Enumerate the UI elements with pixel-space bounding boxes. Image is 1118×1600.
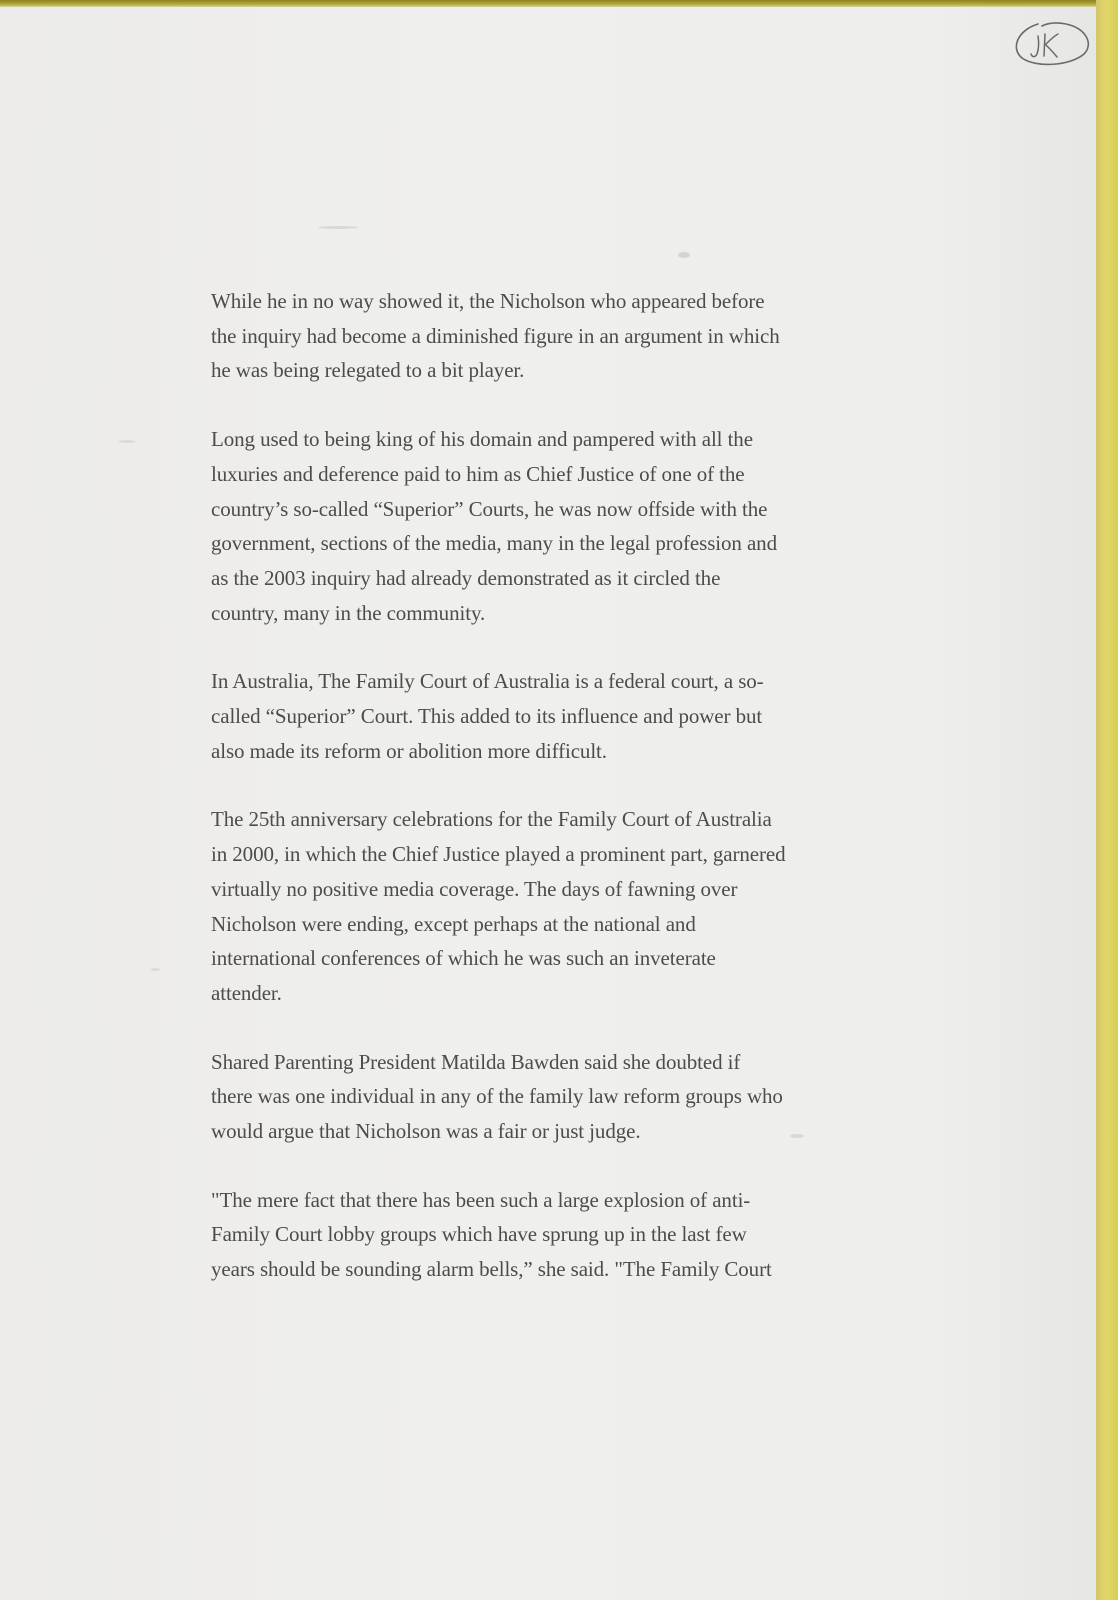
text-line: luxuries and deference paid to him as Chief Justice of one of the (211, 461, 745, 486)
text-line: attender. (211, 980, 282, 1005)
text-line: in 2000, in which the Chief Justice played a prominent part, garnered (211, 842, 786, 867)
paragraph (211, 284, 911, 388)
text-line: called “Superior” Court. This added to its influence and power but (211, 704, 763, 729)
text-line: years should be sounding alarm bells,” she said. "The Family Court (211, 1257, 772, 1282)
paragraph (211, 802, 911, 1010)
scan-speck (678, 252, 690, 258)
text-line: Long used to being king of his domain and pampered with all the (211, 427, 753, 452)
paragraph (211, 664, 911, 768)
scan-speck (118, 440, 136, 443)
text-line: as the 2003 inquiry had already demonstrated as it circled the (211, 565, 721, 590)
page-right-edge (1096, 0, 1118, 1600)
text-line: Nicholson were ending, except perhaps at the national and (211, 911, 696, 936)
text-line: country’s so-called “Superior” Courts, he was now offside with the (211, 496, 768, 521)
text-line: The 25th anniversary celebrations for the Family Court of Australia (211, 807, 772, 832)
text-line: the inquiry had become a diminished figure in an argument in which (211, 323, 780, 348)
text-line: Family Court lobby groups which have sprung up in the last few (211, 1222, 747, 1247)
text-line: While he in no way showed it, the Nicholson who appeared before (211, 289, 765, 313)
text-line: international conferences of which he was such an inveterate (211, 946, 716, 971)
text-line: would argue that Nicholson was a fair or just judge. (211, 1119, 641, 1144)
scan-speck (150, 968, 160, 971)
paragraph (211, 1045, 911, 1149)
text-line: In Australia, The Family Court of Australia is a federal court, a so- (211, 669, 764, 694)
text-line: government, sections of the media, many in the legal profession and (211, 531, 777, 556)
text-line: Shared Parenting President Matilda Bawden said she doubted if (211, 1049, 741, 1074)
text-line: there was one individual in any of the family law reform groups who (211, 1084, 783, 1109)
text-line: also made its reform or abolition more difficult. (211, 738, 607, 763)
text-line: "The mere fact that there has been such a large explosion of anti- (211, 1187, 751, 1212)
handwritten-initials-mark (1008, 14, 1092, 70)
document-body (211, 284, 911, 1321)
scan-speck (318, 226, 358, 229)
page-top-edge (0, 0, 1118, 7)
text-line: virtually no positive media coverage. The days of fawning over (211, 876, 738, 901)
paragraph (211, 422, 911, 630)
text-line: country, many in the community. (211, 600, 486, 625)
paragraph (211, 1183, 911, 1287)
text-line: he was being relegated to a bit player. (211, 358, 525, 383)
